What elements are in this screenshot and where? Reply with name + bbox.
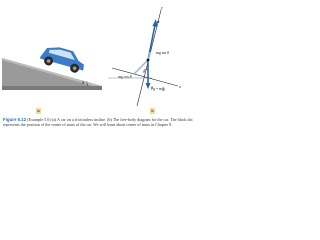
angle-label-b: θ <box>143 69 145 74</box>
panel-b-figure <box>108 5 181 106</box>
panel-a-figure <box>2 43 102 90</box>
panel-a-label: a <box>37 108 40 113</box>
angle-label-a: θ <box>82 80 85 85</box>
center-of-mass-dot <box>147 59 150 62</box>
perpendicular-component-arrow <box>134 60 148 74</box>
parallel-component-label: mg sin θ <box>156 51 169 55</box>
caption-figure-label: Figure 5.12 <box>3 117 27 122</box>
car <box>39 43 88 75</box>
normal-force-label: n <box>157 19 160 24</box>
perpendicular-component-label: mg cos θ <box>118 75 132 79</box>
figure-svg <box>0 0 200 116</box>
y-axis-label: y <box>161 5 163 10</box>
gravity-force-arrowhead <box>146 83 151 89</box>
x-axis-label: x <box>179 84 181 89</box>
panel-b-label: b <box>151 108 154 113</box>
ground-strip <box>2 86 102 90</box>
caption-text: (Example 5.6) (a) A car on a frictionless incline. (b) The free-body diagram for the car. The black dot represents the position of the center of mass of the car. We will learn about center of mass in Chapter 9. <box>3 117 193 128</box>
figure-caption <box>3 117 197 127</box>
gravity-force-label: F⃗g = mg⃗ <box>151 87 165 91</box>
figure-area <box>0 0 200 116</box>
